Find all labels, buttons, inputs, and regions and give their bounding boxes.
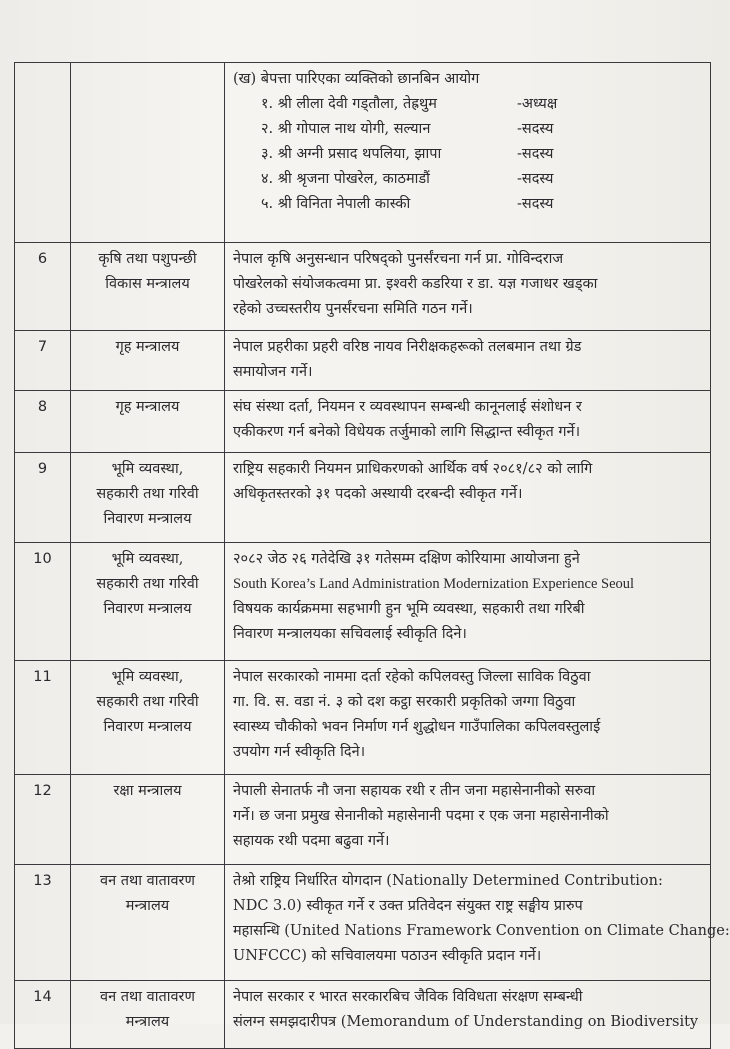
decision-cell	[225, 391, 711, 453]
decision-cell	[225, 775, 711, 865]
table-row	[15, 331, 711, 391]
decision-text-line: समायोजन गर्ने।	[233, 364, 313, 380]
decision-text-line: निवारण मन्त्रालयका सचिवलाई स्वीकृति दिने।	[233, 626, 467, 642]
decision-text-line: नेपाल कृषि अनुसन्धान परिषद्को पुनर्संरचना गर्न प्रा. गोविन्दराज	[233, 251, 564, 267]
decision-text-line: नेपाली सेनातर्फ नौ जना सहायक रथी र तीन जना महासेनानीको सरुवा	[233, 783, 596, 799]
decision-text-line: NDC 3.0) स्वीकृत गर्ने र उक्त प्रतिवेदन संयुक्त राष्ट्र सङ्घीय प्रारुप	[233, 898, 583, 914]
commission-member	[233, 142, 702, 167]
row-number: 10	[33, 551, 52, 567]
member-role: -अध्यक्ष	[517, 96, 558, 112]
row-number: 14	[33, 989, 52, 1005]
decision-text-line: UNFCCC) को सचिवालयमा पठाउन स्वीकृति प्रदान गर्ने।	[233, 948, 542, 964]
ministry-name-line: वन तथा वातावरण	[100, 989, 195, 1005]
decision-text-line: स्वास्थ्य चौकीको भवन निर्माण गर्न शुद्धोधन गाउँपालिका कपिलवस्तुलाई	[233, 719, 601, 735]
ministry-name-line: वन तथा वातावरण	[100, 873, 195, 889]
ministry-cell	[71, 453, 225, 543]
ministry-name-line: रक्षा मन्त्रालय	[113, 783, 182, 799]
decision-text-line: रहेको उच्चस्तरीय पुनर्संरचना समिति गठन गर्ने।	[233, 301, 473, 317]
row-number-cell	[15, 391, 71, 453]
row-number: 7	[37, 339, 48, 355]
decision-text-line: २०८२ जेठ २६ गतेदेखि ३१ गतेसम्म दक्षिण कोरियामा आयोजना हुने	[233, 551, 580, 567]
decision-cell	[225, 453, 711, 543]
ministry-cell	[71, 331, 225, 391]
ministry-name-line: मन्त्रालय	[125, 1014, 170, 1030]
ministry-name-line: भूमि व्यवस्था,	[111, 551, 184, 567]
row-number: 12	[33, 783, 52, 799]
ministry-name-line: सहकारी तथा गरिवी	[96, 576, 199, 592]
ministry-name-line: निवारण मन्त्रालय	[103, 719, 192, 735]
decision-text-line: South Korea’s Land Administration Modernization Experience Seoul	[233, 576, 635, 592]
member-role: -सदस्य	[517, 171, 554, 187]
decision-text-line: नेपाल सरकार र भारत सरकारबिच जैविक विविधता संरक्षण सम्बन्धी	[233, 989, 583, 1005]
decision-text-line: अधिकृतस्तरको ३१ पदको अस्थायी दरबन्दी स्वीकृत गर्ने।	[233, 486, 523, 502]
row-number: 9	[37, 461, 48, 477]
decision-text-line: विषयक कार्यक्रममा सहभागी हुन भूमि व्यवस्था, सहकारी तथा गरिबी	[233, 601, 585, 617]
table-row-continued	[15, 63, 711, 243]
table-row	[15, 453, 711, 543]
row-number-cell	[15, 865, 71, 981]
decision-cell	[225, 63, 711, 243]
row-number-cell	[15, 543, 71, 661]
decision-text-line: गर्ने। छ जना प्रमुख सेनानीको महासेनानी पदमा र एक जना महासेनानीको	[233, 808, 609, 824]
decision-cell	[225, 661, 711, 775]
decision-cell	[225, 243, 711, 331]
ministry-name-line: निवारण मन्त्रालय	[103, 601, 192, 617]
row-number-cell	[15, 63, 71, 243]
row-number-cell	[15, 243, 71, 331]
decision-text-line: एकीकरण गर्न बनेको विधेयक तर्जुमाको लागि सिद्धान्त स्वीकृत गर्ने।	[233, 424, 581, 440]
ministry-name-line: सहकारी तथा गरिवी	[96, 694, 199, 710]
table-row	[15, 391, 711, 453]
commission-member	[233, 117, 702, 142]
decision-cell	[225, 981, 711, 1049]
row-number-cell	[15, 981, 71, 1049]
table-row	[15, 543, 711, 661]
ministry-name-line: कृषि तथा पशुपन्छी	[98, 251, 197, 267]
decision-text-line: नेपाल प्रहरीका प्रहरी वरिष्ठ नायव निरीक्षकहरूको तलबमान तथा ग्रेड	[233, 339, 582, 355]
member-name: ३. श्री अग्नी प्रसाद थपलिया, झापा	[261, 146, 442, 162]
decision-cell	[225, 331, 711, 391]
ministry-cell	[71, 391, 225, 453]
ministry-cell	[71, 775, 225, 865]
decision-text-line: संघ संस्था दर्ता, नियमन र व्यवस्थापन सम्बन्धी कानूनलाई संशोधन र	[233, 399, 582, 415]
table-row	[15, 981, 711, 1049]
ministry-name-line: भूमि व्यवस्था,	[111, 461, 184, 477]
commission-member	[233, 192, 702, 217]
row-number-cell	[15, 331, 71, 391]
decision-text-line: राष्ट्रिय सहकारी नियमन प्राधिकरणको आर्थिक वर्ष २०८१/८२ को लागि	[233, 461, 593, 477]
decision-text-line: महासन्धि (United Nations Framework Convention on Climate Change:	[233, 923, 730, 939]
ministry-name-line: गृह मन्त्रालय	[115, 339, 180, 355]
row-number-cell	[15, 775, 71, 865]
decision-text-line: सहायक रथी पदमा बढुवा गर्ने।	[233, 833, 390, 849]
row-number-cell	[15, 453, 71, 543]
decision-text-line: पोखरेलको संयोजकत्वमा प्रा. इश्वरी कडरिया र डा. यज्ञ गजाधर खड्का	[233, 276, 598, 292]
ministry-cell	[71, 63, 225, 243]
ministry-name-line: भूमि व्यवस्था,	[111, 669, 184, 685]
ministry-name-line: सहकारी तथा गरिवी	[96, 486, 199, 502]
commission-heading: (ख) बेपत्ता पारिएका व्यक्तिको छानबिन आयोग	[233, 71, 480, 87]
decision-cell	[225, 865, 730, 981]
ministry-name-line: विकास मन्त्रालय	[105, 276, 190, 292]
commission-member	[233, 92, 702, 117]
row-number: 8	[37, 399, 48, 415]
row-number-cell	[15, 661, 71, 775]
decisions-table	[14, 62, 730, 1049]
member-name: ५. श्री विनिता नेपाली कास्की	[261, 196, 411, 212]
ministry-cell	[71, 543, 225, 661]
member-role: -सदस्य	[517, 146, 554, 162]
decision-cell	[225, 543, 711, 661]
decision-text-line: उपयोग गर्न स्वीकृति दिने।	[233, 744, 366, 760]
ministry-cell	[71, 981, 225, 1049]
ministry-name-line: गृह मन्त्रालय	[115, 399, 180, 415]
member-role: -सदस्य	[517, 196, 554, 212]
member-role: -सदस्य	[517, 121, 554, 137]
decision-text-line: गा. वि. स. वडा नं. ३ को दश कट्ठा सरकारी प्रकृतिको जग्गा विठुवा	[233, 694, 576, 710]
ministry-name-line: मन्त्रालय	[125, 898, 170, 914]
row-number: 11	[33, 669, 52, 685]
ministry-cell	[71, 661, 225, 775]
decision-text-line: तेश्रो राष्ट्रिय निर्धारित योगदान (Nationally Determined Contribution:	[233, 873, 663, 889]
member-name: २. श्री गोपाल नाथ योगी, सल्यान	[261, 121, 431, 137]
decision-text-line: संलग्न समझदारीपत्र (Memorandum of Understanding on Biodiversity	[233, 1014, 699, 1030]
member-name: ४. श्री श्रृजना पोखरेल, काठमाडौं	[261, 171, 430, 187]
table-row	[15, 661, 711, 775]
ministry-cell	[71, 243, 225, 331]
table-row	[15, 865, 711, 981]
table-row	[15, 775, 711, 865]
commission-member	[233, 167, 702, 192]
table-row	[15, 243, 711, 331]
decision-text-line: नेपाल सरकारको नाममा दर्ता रहेको कपिलवस्तु जिल्ला साविक विठुवा	[233, 669, 591, 685]
ministry-cell	[71, 865, 225, 981]
row-number: 13	[33, 873, 52, 889]
member-name: १. श्री लीला देवी गड्तौला, तेह्रथुम	[261, 96, 437, 112]
ministry-name-line: निवारण मन्त्रालय	[103, 511, 192, 527]
row-number: 6	[37, 251, 48, 267]
